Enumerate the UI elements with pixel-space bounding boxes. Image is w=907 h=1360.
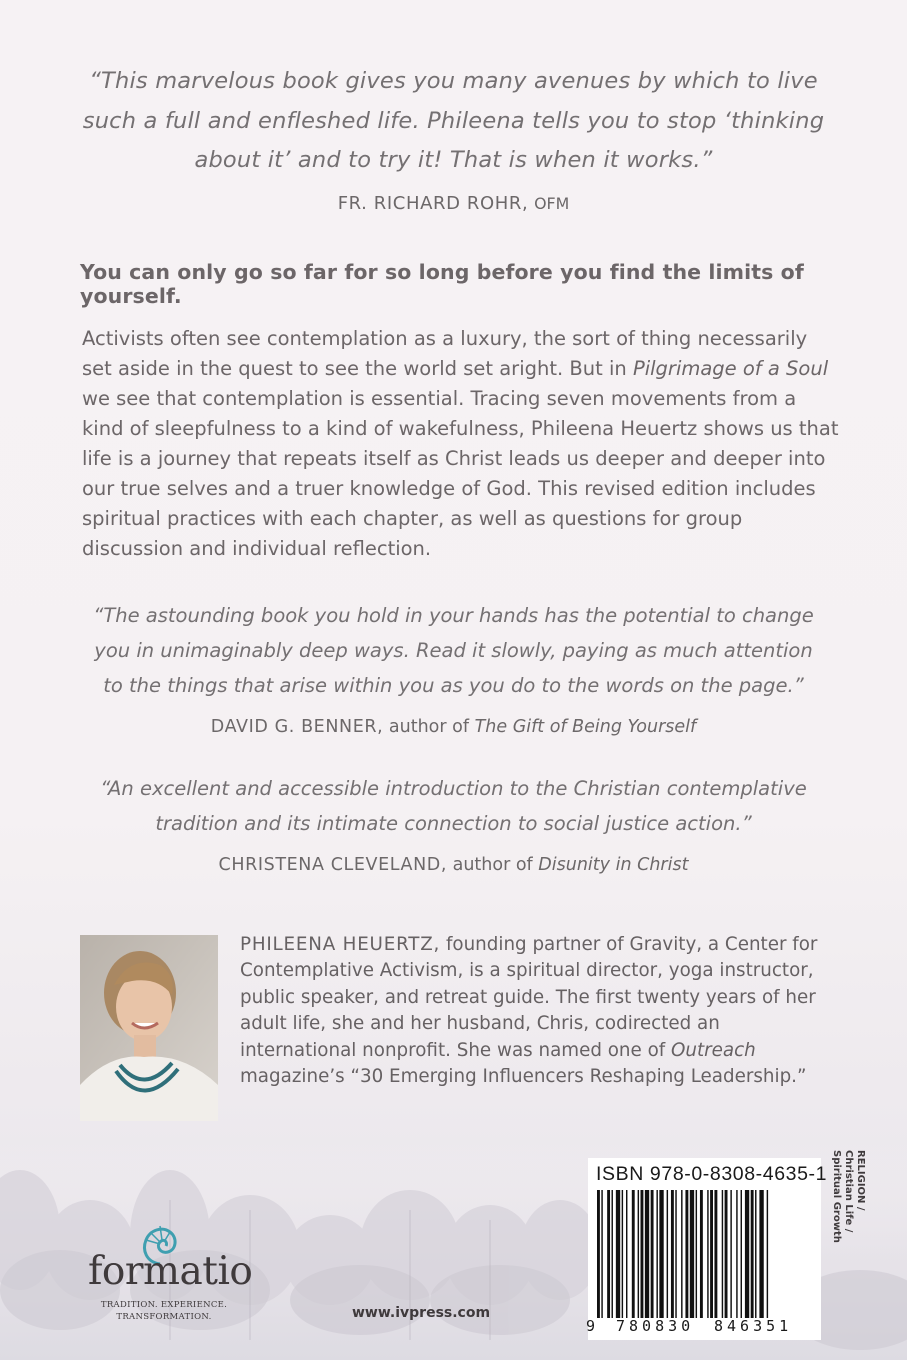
barcode-bar <box>725 1190 728 1318</box>
bio-part1: founding partner of Gravity, a Center for Contemplative Activism, is a spiritual director, yoga instructor, public speaker, and retreat guide. The first twenty years of her adult life, she and her husband, Chris, codirected an international nonprofit. She was named one of <box>240 934 818 1061</box>
barcode-bar <box>741 1190 742 1318</box>
rohr-order: OFM <box>534 194 570 213</box>
category-line2: Spiritual Growth <box>831 1150 842 1243</box>
cleveland-book: Disunity in Christ <box>538 855 689 875</box>
barcode-bar <box>681 1190 682 1318</box>
publisher-website[interactable]: www.ivpress.com <box>352 1305 491 1321</box>
bio-magazine: Outreach <box>671 1039 756 1061</box>
isbn-label: ISBN 978-0-8308-4635-1 <box>596 1163 828 1185</box>
barcode-bar <box>700 1190 703 1318</box>
tagline-line1: TRADITION. EXPERIENCE. <box>100 1300 228 1310</box>
barcode-bar <box>751 1190 754 1318</box>
endorsement-cleveland-quote: “An excellent and accessible introduction to the Christian contemplative tradition and its intimate connection to social justice action.” <box>100 777 807 835</box>
bisac-category <box>830 1150 866 1250</box>
benner-name: DAVID G. BENNER, <box>210 717 384 737</box>
barcode-bar <box>722 1190 723 1318</box>
barcode-bar <box>667 1190 668 1318</box>
barcode-bar <box>651 1190 654 1318</box>
barcode-bar <box>607 1190 610 1318</box>
endorsement-rohr-quote: “This marvelous book gives you many avenues by which to live such a full and enfleshed life. Phileena tells you to stop ‘thinking about it’ and to try it! That is when it works.” <box>82 68 825 173</box>
barcode-bar <box>730 1190 731 1318</box>
barcode-bar <box>638 1190 639 1318</box>
bio-author-name: PHILEENA HEUERTZ, <box>240 934 441 955</box>
endorsement-rohr-attribution <box>0 193 907 214</box>
bio-part2: magazine’s “30 Emerging Influencers Reshaping Leadership.” <box>240 1066 807 1088</box>
barcode-bar <box>736 1190 737 1318</box>
barcode-bar <box>656 1190 657 1318</box>
endorsement-benner-quote: “The astounding book you hold in your hands has the potential to change you in unimaginably deep ways. Read it slowly, paying as much attention to the things that arise within you as you do to the words on the page.” <box>93 604 814 697</box>
book-description <box>82 324 842 564</box>
endorsement-cleveland-attribution <box>0 855 907 875</box>
barcode-bar <box>745 1190 749 1318</box>
description-part2: we see that contemplation is essential. Tracing seven movements from a kind of sleepfulness to a kind of wakefulness, Phileena Heuertz shows us that life is a journey that repeats itself as Christ leads us deeper and deeper into our true selves and a truer knowledge of God. This revised edition includes spiritual practices with each chapter, as well as questions for group discussion and individual reflection. <box>82 387 839 560</box>
barcode-bar <box>659 1190 663 1318</box>
description-part1: Activists often see contemplation as a luxury, the sort of thing necessarily set aside in the quest to see the world set aright. But in <box>82 327 808 380</box>
barcode-bar <box>641 1190 644 1318</box>
rohr-name: FR. RICHARD ROHR, <box>337 193 529 214</box>
barcode-bar <box>710 1190 713 1318</box>
barcode-bar <box>601 1190 602 1318</box>
endorsement-benner-attribution <box>0 717 907 737</box>
barcode-digits-group1: 780830 <box>616 1317 695 1335</box>
headline: You can only go so far for so long before you find the limits of yourself. <box>80 260 804 308</box>
author-bio <box>240 932 840 1090</box>
cleveland-name: CHRISTENA CLEVELAND, <box>218 855 448 875</box>
barcode-bar <box>675 1190 676 1318</box>
barcode-digit-first: 9 <box>586 1317 596 1335</box>
barcode-bar <box>759 1190 763 1318</box>
category-line1: RELIGION / Christian Life / <box>843 1150 866 1233</box>
barcode-bar <box>622 1190 623 1318</box>
isbn-barcode <box>597 1190 813 1318</box>
author-portrait-image <box>80 935 218 1121</box>
formatio-tagline <box>84 1299 244 1323</box>
barcode-bar <box>645 1190 649 1318</box>
formatio-logo-wordmark: formatio <box>88 1249 253 1294</box>
benner-author-of: author of <box>388 717 469 737</box>
barcode-bar <box>690 1190 694 1318</box>
barcode-bar <box>714 1190 717 1318</box>
barcode-bar <box>696 1190 697 1318</box>
barcode-bar <box>632 1190 635 1318</box>
barcode-bar <box>707 1190 708 1318</box>
barcode-bar <box>597 1190 600 1318</box>
description-book-title: Pilgrimage of a Soul <box>632 357 829 380</box>
barcode-bar <box>767 1190 768 1318</box>
barcode-bar <box>671 1190 674 1318</box>
cleveland-author-of: author of <box>452 855 533 875</box>
tagline-line2: TRANSFORMATION. <box>116 1312 212 1322</box>
benner-book: The Gift of Being Yourself <box>474 717 697 737</box>
author-photo <box>80 935 218 1121</box>
barcode-bar <box>755 1190 756 1318</box>
barcode-bar <box>612 1190 613 1318</box>
barcode-bar <box>616 1190 620 1318</box>
barcode-digits-group2: 846351 <box>714 1317 793 1335</box>
barcode-bar <box>685 1190 688 1318</box>
barcode-bar <box>626 1190 627 1318</box>
